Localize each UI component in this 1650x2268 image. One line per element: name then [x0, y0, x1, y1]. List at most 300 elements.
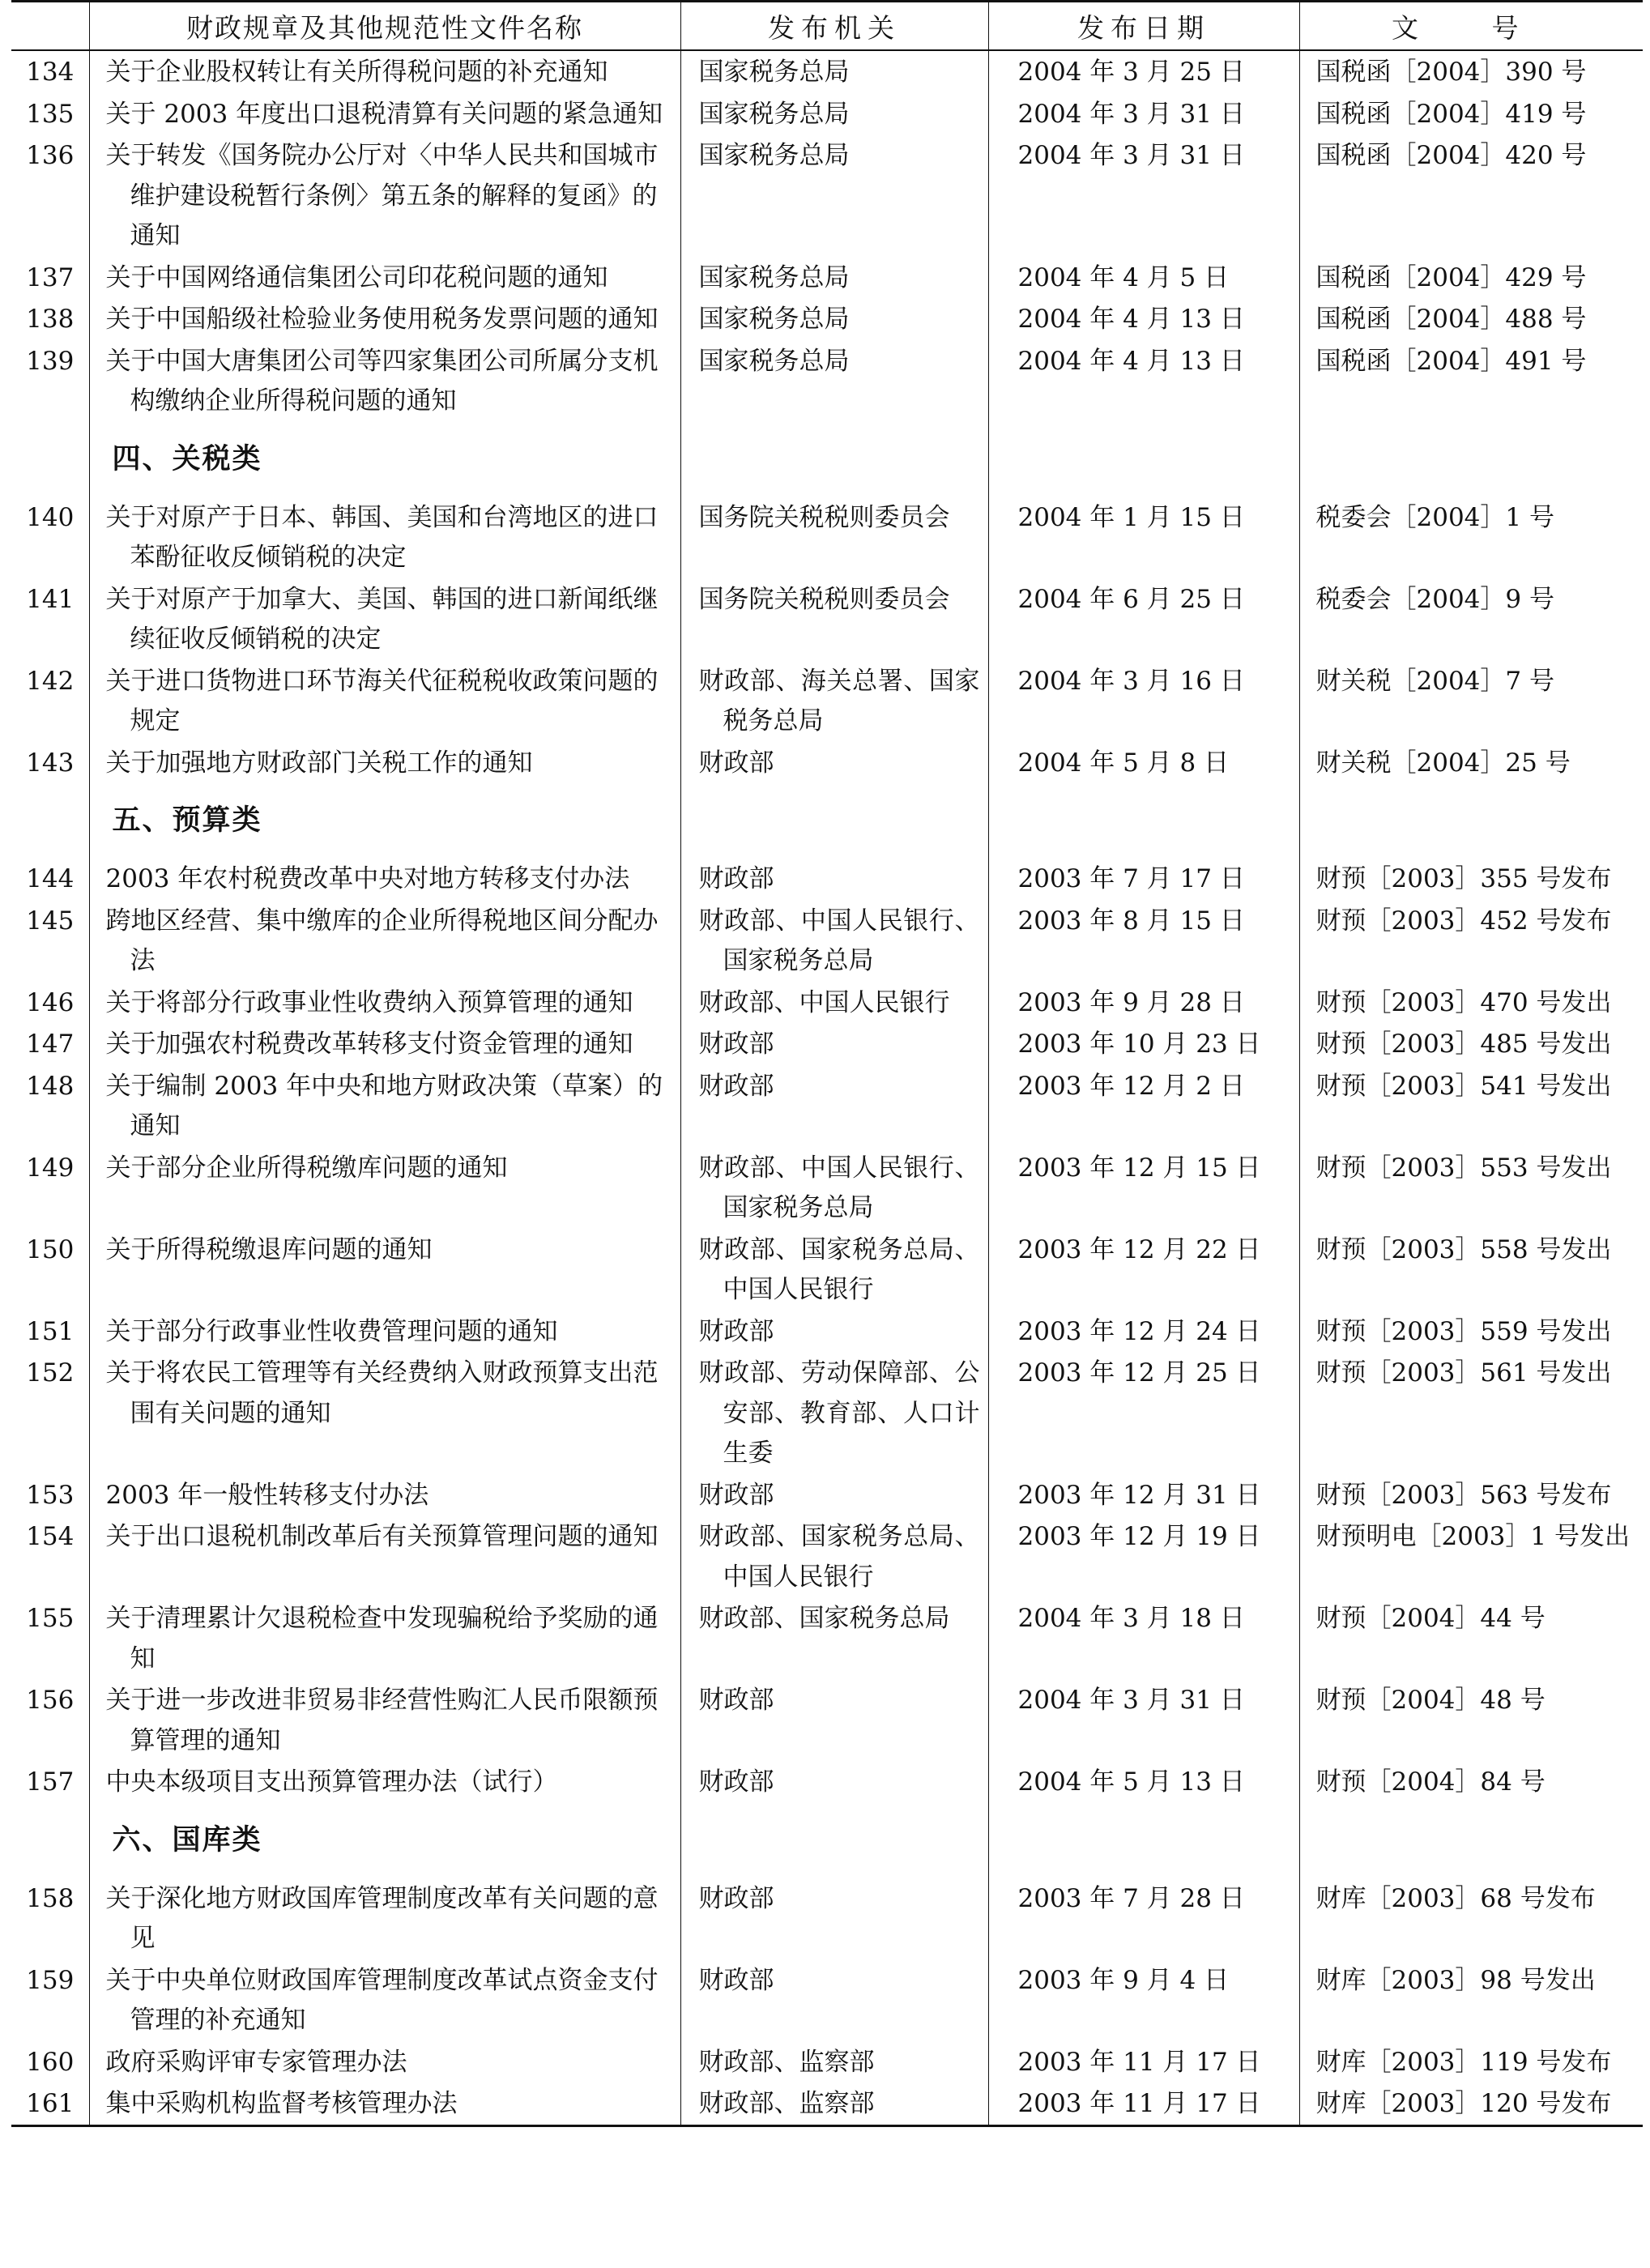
issue-date: 2004 年 5 月 8 日: [1017, 748, 1230, 778]
header-row: [11, 2, 1643, 51]
issuing-authority-cell: [680, 1474, 988, 1516]
issue-date-cell: [988, 578, 1299, 660]
row-number: 143: [26, 748, 75, 778]
section-empty-cell: [680, 422, 988, 497]
document-number: 国税函［2004］491 号: [1315, 346, 1587, 376]
issuing-authority-cell: [680, 1959, 988, 2041]
row-number-cell: [11, 2041, 89, 2083]
issuing-authority: 财政部、海关总署、国家税务总局: [698, 666, 980, 735]
document-number: 财预［2003］553 号发出: [1315, 1153, 1612, 1183]
row-number: 153: [26, 1480, 75, 1510]
document-number-cell: [1299, 497, 1643, 578]
document-number: 国税函［2004］390 号: [1315, 58, 1587, 87]
row-number-cell: [11, 1147, 89, 1229]
issue-date-cell: [988, 93, 1299, 135]
document-name: 政府采购评审专家管理办法: [105, 2047, 407, 2077]
table-row: [11, 1761, 1643, 1803]
table-row: [11, 982, 1643, 1024]
issue-date-cell: [988, 1229, 1299, 1311]
row-number-cell: [11, 982, 89, 1024]
header-docno: 文 号: [1299, 2, 1643, 51]
table-row: [11, 298, 1643, 340]
document-number: 国税函［2004］429 号: [1315, 262, 1587, 292]
row-number: 157: [26, 1767, 75, 1797]
document-name: 关于部分企业所得税缴库问题的通知: [105, 1153, 508, 1183]
issue-date: 2003 年 12 月 22 日: [1017, 1234, 1261, 1264]
document-name-cell: [89, 298, 680, 340]
row-number: 147: [26, 1030, 75, 1059]
regulations-table: [11, 0, 1643, 2127]
issuing-authority-cell: [680, 134, 988, 257]
issuing-authority-cell: [680, 660, 988, 742]
document-name: 关于将农民工管理等有关经费纳入财政预算支出范围有关问题的通知: [105, 1358, 659, 1428]
row-number: 148: [26, 1071, 75, 1101]
table-row: [11, 50, 1643, 93]
issue-date-cell: [988, 2041, 1299, 2083]
issuing-authority-cell: [680, 982, 988, 1024]
issue-date: 2004 年 1 月 15 日: [1017, 502, 1245, 532]
document-name-cell: [89, 1597, 680, 1679]
issue-date: 2004 年 4 月 13 日: [1017, 346, 1245, 376]
issue-date-cell: [988, 1878, 1299, 1959]
issuing-authority: 财政部: [698, 864, 774, 893]
section-heading-row: [11, 422, 1643, 497]
issue-date: 2004 年 4 月 13 日: [1017, 305, 1245, 334]
document-number-cell: [1299, 1311, 1643, 1353]
row-number: 138: [26, 305, 75, 334]
row-number-cell: [11, 298, 89, 340]
section-empty-cell: [1299, 1803, 1643, 1878]
row-number: 158: [26, 1883, 75, 1913]
issue-date: 2004 年 6 月 25 日: [1017, 584, 1245, 614]
issuing-authority-cell: [680, 257, 988, 299]
table-row: [11, 1065, 1643, 1147]
document-number: 国税函［2004］488 号: [1315, 305, 1587, 334]
document-number: 财预［2003］563 号发布: [1315, 1480, 1612, 1510]
row-number: 142: [26, 666, 75, 696]
document-name-cell: [89, 1311, 680, 1353]
document-name-cell: [89, 1147, 680, 1229]
issuing-authority: 财政部、劳动保障部、公安部、教育部、人口计生委: [698, 1358, 980, 1468]
issue-date-cell: [988, 742, 1299, 784]
section-empty-cell: [1299, 783, 1643, 858]
section-title: 四、关税类: [89, 422, 680, 497]
issuing-authority: 财政部、监察部: [698, 2089, 875, 2118]
row-number: 160: [26, 2047, 75, 2077]
document-name: 关于转发《国务院办公厅对〈中华人民共和国城市维护建设税暂行条例〉第五条的解释的复函》的通知: [105, 141, 659, 250]
row-number-cell: [11, 1679, 89, 1761]
issue-date-cell: [988, 1352, 1299, 1474]
document-name-cell: [89, 1761, 680, 1803]
issue-date: 2004 年 5 月 13 日: [1017, 1767, 1245, 1797]
document-name-cell: [89, 50, 680, 93]
document-name-cell: [89, 257, 680, 299]
document-name: 关于加强地方财政部门关税工作的通知: [105, 748, 533, 778]
document-name-cell: [89, 2041, 680, 2083]
issuing-authority-cell: [680, 1516, 988, 1597]
row-number: 159: [26, 1965, 75, 1995]
document-name-cell: [89, 340, 680, 422]
issuing-authority-cell: [680, 1761, 988, 1803]
document-name-cell: [89, 1352, 680, 1474]
row-number-cell: [11, 1959, 89, 2041]
issuing-authority: 财政部: [698, 1767, 774, 1797]
document-number-cell: [1299, 2041, 1643, 2083]
issue-date-cell: [988, 298, 1299, 340]
document-name-cell: [89, 900, 680, 982]
document-name: 关于中央单位财政国库管理制度改革试点资金支付管理的补充通知: [105, 1965, 659, 2035]
header-index: [11, 2, 89, 51]
table-row: [11, 1878, 1643, 1959]
issue-date-cell: [988, 900, 1299, 982]
section-empty-cell: [988, 783, 1299, 858]
table-row: [11, 900, 1643, 982]
issuing-authority: 财政部: [698, 1316, 774, 1346]
section-heading-row: [11, 1803, 1643, 1878]
issue-date-cell: [988, 1023, 1299, 1065]
table-row: [11, 1959, 1643, 2041]
issuing-authority: 国家税务总局: [698, 262, 850, 292]
document-name-cell: [89, 1516, 680, 1597]
issuing-authority: 财政部: [698, 1965, 774, 1995]
document-number-cell: [1299, 1878, 1643, 1959]
table-row: [11, 1311, 1643, 1353]
row-number-cell: [11, 497, 89, 578]
document-name-cell: [89, 1878, 680, 1959]
row-number: 146: [26, 987, 75, 1017]
document-name: 关于 2003 年度出口退税清算有关问题的紧急通知: [105, 99, 663, 129]
document-number-cell: [1299, 1065, 1643, 1147]
issue-date-cell: [988, 1679, 1299, 1761]
issue-date-cell: [988, 340, 1299, 422]
document-name-cell: [89, 1679, 680, 1761]
row-number-cell: [11, 900, 89, 982]
table-row: [11, 134, 1643, 257]
issue-date-cell: [988, 858, 1299, 900]
document-number: 财预［2003］561 号发出: [1315, 1358, 1612, 1388]
table-row: [11, 1516, 1643, 1597]
table-row: [11, 858, 1643, 900]
document-number-cell: [1299, 257, 1643, 299]
document-number-cell: [1299, 2083, 1643, 2125]
document-name-cell: [89, 1959, 680, 2041]
issuing-authority: 财政部: [698, 1030, 774, 1059]
table-row: [11, 1474, 1643, 1516]
document-number: 财预明电［2003］1 号发出: [1315, 1522, 1630, 1551]
document-number-cell: [1299, 660, 1643, 742]
document-name-cell: [89, 578, 680, 660]
row-number: 135: [26, 99, 75, 129]
row-number: 139: [26, 346, 75, 376]
table-row: [11, 2083, 1643, 2125]
issue-date: 2004 年 3 月 16 日: [1017, 666, 1245, 696]
issuing-authority: 国家税务总局: [698, 346, 850, 376]
document-number-cell: [1299, 1959, 1643, 2041]
issue-date-cell: [988, 497, 1299, 578]
document-number-cell: [1299, 858, 1643, 900]
document-number: 财预［2003］558 号发出: [1315, 1234, 1612, 1264]
issuing-authority: 国家税务总局: [698, 58, 850, 87]
row-number-cell: [11, 1474, 89, 1516]
row-number-cell: [11, 1516, 89, 1597]
issuing-authority-cell: [680, 50, 988, 93]
issuing-authority: 财政部、国家税务总局、中国人民银行: [698, 1522, 980, 1592]
regulations-table-page: [11, 0, 1643, 2268]
issue-date: 2003 年 10 月 23 日: [1017, 1030, 1261, 1059]
issuing-authority-cell: [680, 742, 988, 784]
document-number-cell: [1299, 134, 1643, 257]
issue-date-cell: [988, 1959, 1299, 2041]
document-number-cell: [1299, 1761, 1643, 1803]
issue-date: 2003 年 9 月 4 日: [1017, 1965, 1230, 1995]
row-number-cell: [11, 858, 89, 900]
section-index-cell: [11, 422, 89, 497]
issuing-authority: 财政部、中国人民银行、国家税务总局: [698, 906, 980, 975]
issue-date: 2003 年 8 月 15 日: [1017, 906, 1245, 936]
table-row: [11, 2041, 1643, 2083]
issuing-authority: 财政部: [698, 1883, 774, 1913]
document-name-cell: [89, 1229, 680, 1311]
document-name-cell: [89, 134, 680, 257]
table-row: [11, 1679, 1643, 1761]
document-number: 财预［2003］541 号发出: [1315, 1071, 1612, 1101]
issuing-authority-cell: [680, 1352, 988, 1474]
issuing-authority-cell: [680, 1878, 988, 1959]
document-name: 关于企业股权转让有关所得税问题的补充通知: [105, 58, 608, 87]
document-name: 关于对原产于日本、韩国、美国和台湾地区的进口苯酚征收反倾销税的决定: [105, 502, 659, 572]
header-date: 发布日期: [988, 2, 1299, 51]
issuing-authority-cell: [680, 900, 988, 982]
row-number: 141: [26, 584, 75, 614]
row-number-cell: [11, 1878, 89, 1959]
document-number: 税委会［2004］9 号: [1315, 584, 1554, 614]
document-number-cell: [1299, 1679, 1643, 1761]
issuing-authority: 国家税务总局: [698, 99, 850, 129]
document-number: 财关税［2004］7 号: [1315, 666, 1554, 696]
issue-date: 2003 年 12 月 25 日: [1017, 1358, 1261, 1388]
document-number: 财预［2003］485 号发出: [1315, 1030, 1612, 1059]
issue-date: 2003 年 9 月 28 日: [1017, 987, 1245, 1017]
section-heading-row: [11, 783, 1643, 858]
document-number-cell: [1299, 93, 1643, 135]
row-number: 161: [26, 2089, 75, 2118]
document-name: 关于出口退税机制改革后有关预算管理问题的通知: [105, 1522, 659, 1551]
row-number-cell: [11, 257, 89, 299]
section-empty-cell: [988, 1803, 1299, 1878]
document-name-cell: [89, 660, 680, 742]
document-name: 2003 年农村税费改革中央对地方转移支付办法: [105, 864, 630, 893]
row-number-cell: [11, 1311, 89, 1353]
table-row: [11, 93, 1643, 135]
row-number: 144: [26, 864, 75, 893]
document-number: 财预［2004］44 号: [1315, 1604, 1546, 1633]
issue-date-cell: [988, 1065, 1299, 1147]
issue-date-cell: [988, 1147, 1299, 1229]
issue-date: 2003 年 11 月 17 日: [1017, 2047, 1261, 2077]
section-index-cell: [11, 783, 89, 858]
issuing-authority-cell: [680, 858, 988, 900]
issuing-authority-cell: [680, 2041, 988, 2083]
issuing-authority-cell: [680, 578, 988, 660]
issue-date: 2004 年 3 月 31 日: [1017, 141, 1245, 170]
row-number-cell: [11, 1761, 89, 1803]
document-number-cell: [1299, 982, 1643, 1024]
document-name: 关于中国网络通信集团公司印花税问题的通知: [105, 262, 608, 292]
document-name-cell: [89, 1474, 680, 1516]
row-number-cell: [11, 1023, 89, 1065]
issuing-authority: 财政部: [698, 1480, 774, 1510]
issuing-authority: 国家税务总局: [698, 305, 850, 334]
issue-date: 2004 年 3 月 31 日: [1017, 99, 1245, 129]
section-empty-cell: [680, 783, 988, 858]
issuing-authority-cell: [680, 1229, 988, 1311]
issue-date-cell: [988, 1597, 1299, 1679]
issuing-authority-cell: [680, 298, 988, 340]
document-number: 财预［2003］452 号发布: [1315, 906, 1612, 936]
issue-date: 2003 年 7 月 28 日: [1017, 1883, 1245, 1913]
document-name-cell: [89, 2083, 680, 2125]
row-number-cell: [11, 340, 89, 422]
row-number-cell: [11, 50, 89, 93]
document-name: 关于中国船级社检验业务使用税务发票问题的通知: [105, 305, 659, 334]
row-number: 154: [26, 1522, 75, 1551]
document-name: 关于所得税缴退库问题的通知: [105, 1234, 433, 1264]
document-number-cell: [1299, 1147, 1643, 1229]
issuing-authority: 财政部、监察部: [698, 2047, 875, 2077]
document-number-cell: [1299, 1516, 1643, 1597]
document-number: 财预［2003］470 号发出: [1315, 987, 1612, 1017]
table-row: [11, 497, 1643, 578]
row-number-cell: [11, 134, 89, 257]
issuing-authority: 财政部、中国人民银行: [698, 987, 950, 1017]
row-number: 136: [26, 141, 75, 170]
document-name: 关于对原产于加拿大、美国、韩国的进口新闻纸继续征收反倾销税的决定: [105, 584, 659, 654]
issuing-authority: 国务院关税税则委员会: [698, 584, 950, 614]
issue-date-cell: [988, 1311, 1299, 1353]
section-title: 五、预算类: [89, 783, 680, 858]
table-row: [11, 1352, 1643, 1474]
document-number-cell: [1299, 1474, 1643, 1516]
document-name: 关于进一步改进非贸易非经营性购汇人民币限额预算管理的通知: [105, 1686, 659, 1755]
row-number: 152: [26, 1358, 75, 1388]
row-number-cell: [11, 1352, 89, 1474]
document-number: 财预［2004］48 号: [1315, 1686, 1546, 1715]
row-number: 149: [26, 1153, 75, 1183]
document-name-cell: [89, 1065, 680, 1147]
document-number: 财库［2003］68 号发布: [1315, 1883, 1596, 1913]
issue-date: 2004 年 3 月 31 日: [1017, 1686, 1245, 1715]
document-number: 国税函［2004］419 号: [1315, 99, 1587, 129]
document-name: 关于清理累计欠退税检查中发现骗税给予奖励的通知: [105, 1604, 659, 1673]
issue-date: 2003 年 12 月 31 日: [1017, 1480, 1261, 1510]
issue-date-cell: [988, 50, 1299, 93]
issuing-authority-cell: [680, 1311, 988, 1353]
document-number-cell: [1299, 298, 1643, 340]
document-name: 关于将部分行政事业性收费纳入预算管理的通知: [105, 987, 633, 1017]
issue-date: 2004 年 3 月 18 日: [1017, 1604, 1245, 1633]
issuing-authority: 国务院关税税则委员会: [698, 502, 950, 532]
issuing-authority-cell: [680, 2083, 988, 2125]
document-name: 关于加强农村税费改革转移支付资金管理的通知: [105, 1030, 633, 1059]
document-number-cell: [1299, 900, 1643, 982]
document-name: 关于编制 2003 年中央和地方财政决策（草案）的通知: [105, 1071, 663, 1140]
document-name-cell: [89, 93, 680, 135]
issuing-authority: 财政部、国家税务总局: [698, 1604, 950, 1633]
section-title: 六、国库类: [89, 1803, 680, 1878]
issuing-authority: 财政部: [698, 1071, 774, 1101]
document-name: 关于深化地方财政国库管理制度改革有关问题的意见: [105, 1883, 659, 1953]
section-empty-cell: [680, 1803, 988, 1878]
document-number: 财库［2003］119 号发布: [1315, 2047, 1612, 2077]
table-row: [11, 1229, 1643, 1311]
document-number-cell: [1299, 340, 1643, 422]
issue-date: 2003 年 12 月 15 日: [1017, 1153, 1261, 1183]
table-row: [11, 257, 1643, 299]
header-issuer: 发布机关: [680, 2, 988, 51]
document-name: 关于部分行政事业性收费管理问题的通知: [105, 1316, 558, 1346]
table-row: [11, 1023, 1643, 1065]
document-name-cell: [89, 742, 680, 784]
document-number: 财关税［2004］25 号: [1315, 748, 1571, 778]
issue-date: 2003 年 11 月 17 日: [1017, 2089, 1261, 2118]
document-number: 税委会［2004］1 号: [1315, 502, 1554, 532]
table-row: [11, 340, 1643, 422]
issue-date-cell: [988, 1516, 1299, 1597]
row-number: 156: [26, 1686, 75, 1715]
table-header: [11, 2, 1643, 51]
document-name: 关于中国大唐集团公司等四家集团公司所属分支机构缴纳企业所得税问题的通知: [105, 346, 659, 416]
issuing-authority-cell: [680, 497, 988, 578]
issue-date: 2004 年 3 月 25 日: [1017, 58, 1245, 87]
document-name-cell: [89, 858, 680, 900]
issue-date: 2003 年 12 月 24 日: [1017, 1316, 1261, 1346]
issuing-authority-cell: [680, 1023, 988, 1065]
issuing-authority: 国家税务总局: [698, 141, 850, 170]
issue-date-cell: [988, 1761, 1299, 1803]
issuing-authority-cell: [680, 1679, 988, 1761]
row-number-cell: [11, 1229, 89, 1311]
issuing-authority-cell: [680, 1147, 988, 1229]
document-number: 财库［2003］98 号发出: [1315, 1965, 1596, 1995]
issuing-authority-cell: [680, 93, 988, 135]
issue-date-cell: [988, 660, 1299, 742]
table-row: [11, 578, 1643, 660]
row-number-cell: [11, 1597, 89, 1679]
row-number: 140: [26, 502, 75, 532]
document-number-cell: [1299, 578, 1643, 660]
row-number-cell: [11, 578, 89, 660]
section-empty-cell: [988, 422, 1299, 497]
row-number: 134: [26, 58, 75, 87]
row-number: 155: [26, 1604, 75, 1633]
document-number-cell: [1299, 1229, 1643, 1311]
row-number: 150: [26, 1234, 75, 1264]
row-number-cell: [11, 93, 89, 135]
issuing-authority-cell: [680, 340, 988, 422]
issuing-authority: 财政部、国家税务总局、中国人民银行: [698, 1234, 980, 1304]
document-number: 财预［2003］559 号发出: [1315, 1316, 1612, 1346]
document-number: 财库［2003］120 号发布: [1315, 2089, 1612, 2118]
row-number-cell: [11, 742, 89, 784]
document-number-cell: [1299, 742, 1643, 784]
row-number-cell: [11, 1065, 89, 1147]
document-name-cell: [89, 1023, 680, 1065]
issue-date: 2003 年 7 月 17 日: [1017, 864, 1245, 893]
document-number: 财预［2003］355 号发布: [1315, 864, 1612, 893]
issue-date: 2003 年 12 月 19 日: [1017, 1522, 1261, 1551]
issue-date-cell: [988, 134, 1299, 257]
issuing-authority: 财政部、中国人民银行、国家税务总局: [698, 1153, 980, 1222]
